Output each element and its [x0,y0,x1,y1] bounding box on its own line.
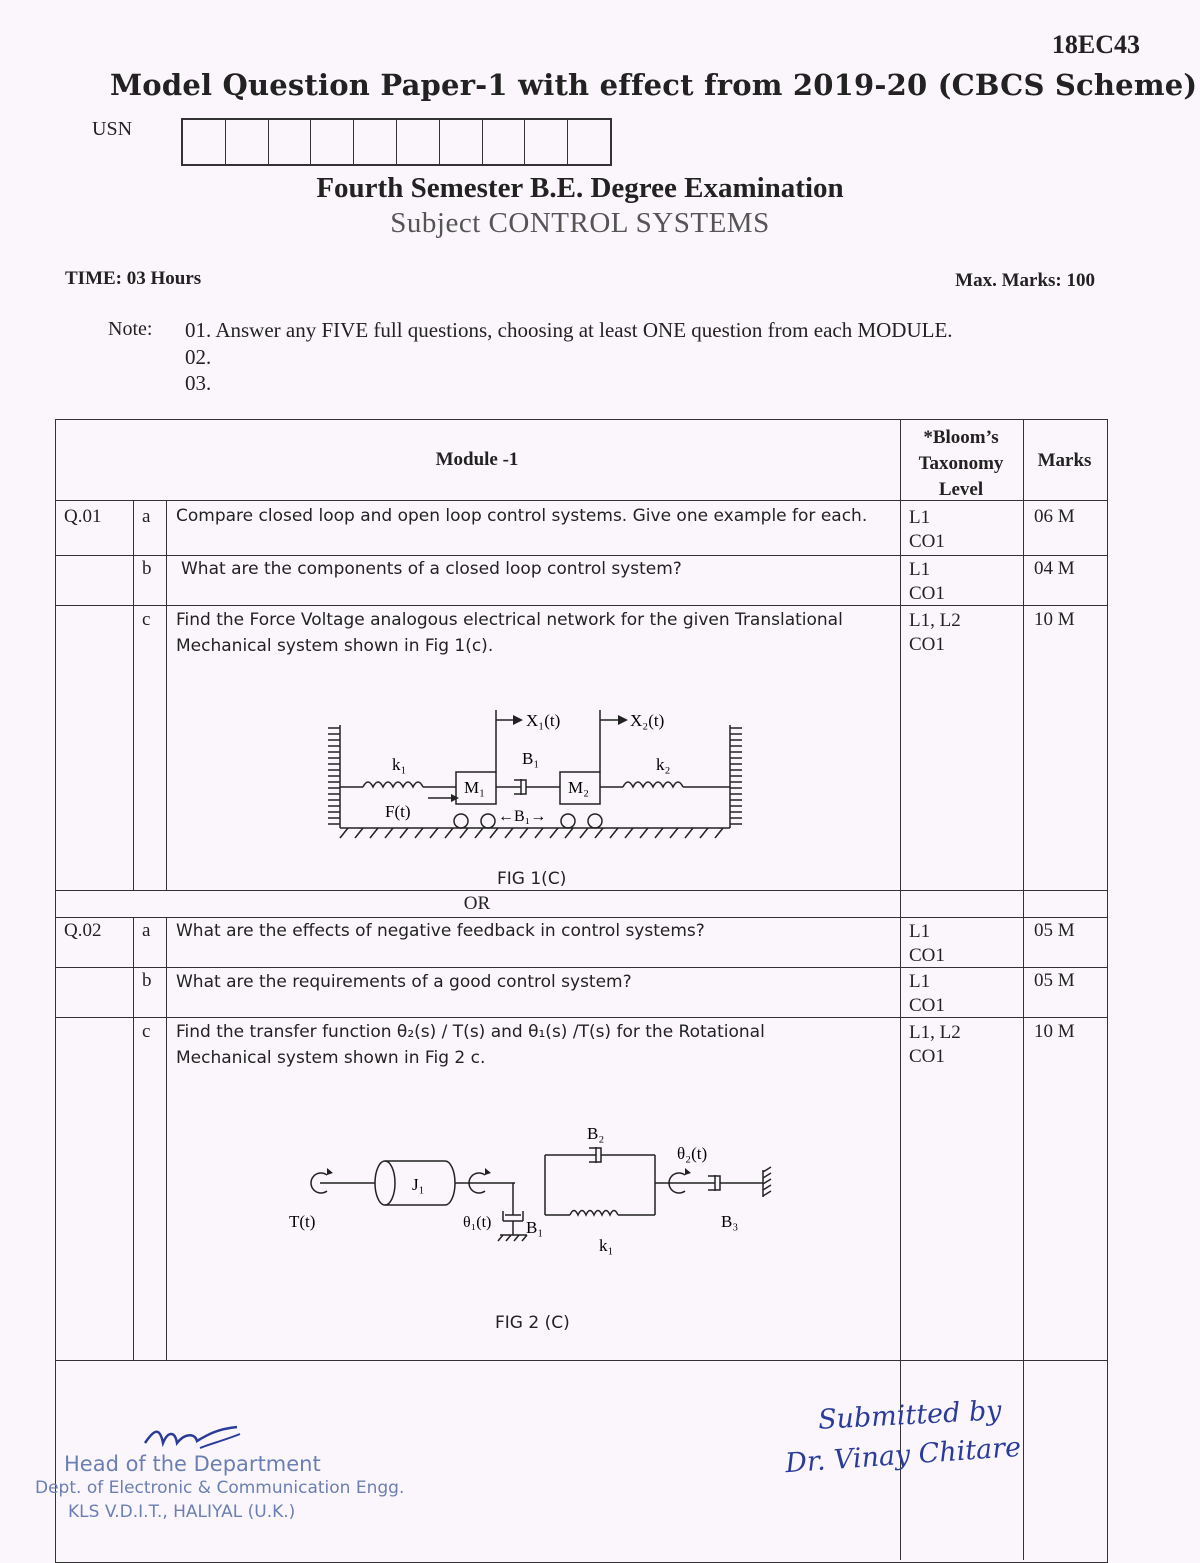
department-stamp [35,1452,405,1522]
q2a-text: What are the effects of negative feedback in control systems? [176,921,705,941]
fig2-theta2-label: θ₂(t) [677,1144,708,1163]
q1c-marks: 10 M [1034,609,1075,630]
q1a-marks: 06 M [1034,506,1075,527]
q2b-marks: 05 M [1034,970,1075,991]
fig2-k1-label: k₁ [599,1236,614,1255]
q2b-text: What are the requirements of a good control system? [176,972,632,992]
fig2-torque-label: T(t) [289,1212,316,1231]
q1c-text: Find the Force Voltage analogous electrical network for the given Translational Mechanical system shown in Fig 1(c). [176,610,843,656]
exam-title: Fourth Semester B.E. Degree Examination [316,172,844,204]
q1b-part: b [142,558,152,579]
q1b-text: What are the components of a closed loop control system? [181,559,682,579]
fig1-k2-label: k₂ [656,755,671,774]
q2a-marks: 05 M [1034,920,1075,941]
q1b-level: L1 CO1 [909,559,945,604]
module-heading: Module -1 [435,449,519,470]
q1a-part: a [142,506,151,527]
fig1-k1-label: k₁ [392,755,407,774]
q2c-marks: 10 M [1034,1021,1075,1042]
fig1-b1-label: B₁ [522,749,540,768]
fig1-x1-label: X₁(t) [526,711,561,730]
bloom-header [900,425,1022,503]
fig2-b1-label: B₁ [526,1218,544,1237]
fig-1c-caption: FIG 1(C) [497,869,567,889]
stamp-line-2: Dept. of Electronic & Communication Engg. [35,1478,405,1498]
q2c-part: c [142,1021,151,1042]
q1c-part: c [142,609,151,630]
fig2-b2-label: B₂ [587,1124,605,1143]
fig-2c-caption: FIG 2 (C) [495,1313,570,1333]
q2b-part: b [142,970,152,991]
q1a-level: L1 CO1 [909,507,945,552]
note-line-2: 02. [185,345,212,369]
q1-number: Q.01 [64,506,102,527]
q1a-text: Compare closed loop and open loop control systems. Give one example for each. [176,506,868,526]
q2a-level: L1 CO1 [909,921,945,966]
marks-header: Marks [1037,450,1092,471]
fig1-b1-arrow-label: ←B₁→ [498,808,547,825]
usn-label: USN [92,118,133,140]
bloom-header-3: Level [938,479,984,500]
q1c-level: L1, L2 CO1 [909,610,961,655]
q2-number: Q.02 [64,920,102,941]
q2c-text: Find the transfer function θ₂(s) / T(s) and θ₁(s) /T(s) for the Rotational Mechanical system shown in Fig 2 c. [176,1022,765,1068]
q1b-marks: 04 M [1034,558,1075,579]
q2a-part: a [142,920,151,941]
paper-title: Model Question Paper-1 with effect from 2019-20 (CBCS Scheme) [110,68,1198,102]
fig-2c-diagram [285,1115,795,1265]
subject-title: Subject CONTROL SYSTEMS [390,207,770,239]
fig1-force-label: F(t) [385,802,411,821]
exam-time: TIME: 03 Hours [65,268,202,289]
subject-code: 18EC43 [1051,30,1140,59]
max-marks: Max. Marks: 100 [955,270,1095,291]
fig1-x2-label: X₂(t) [630,711,665,730]
or-divider: OR [463,893,491,914]
fig2-j1-label: J₁ [412,1175,425,1194]
note-line-1: 01. Answer any FIVE full questions, choosing at least ONE question from each MODULE. [185,318,953,342]
stamp-line-3: KLS V.D.I.T., HALIYAL (U.K.) [68,1502,296,1522]
q2c-level: L1, L2 CO1 [909,1022,961,1067]
fig2-theta1-label: θ₁(t) [463,1214,492,1231]
bloom-header-2: Taxonomy [918,453,1004,474]
fig1-m1-label: M₁ [464,778,486,797]
stamp-line-1: Head of the Department [64,1452,321,1476]
q2b-level: L1 CO1 [909,971,945,1016]
fig-1c-diagram [318,700,748,850]
bloom-header-1: *Bloom’s [923,427,999,448]
usn-boxes[interactable] [181,118,612,166]
submitted-by-name: Dr. Vinay Chitare [784,1431,1023,1480]
submitted-by-line: Submitted by [817,1395,1003,1436]
fig2-b3-label: B₃ [721,1212,739,1231]
fig1-m2-label: M₂ [568,778,590,797]
note-line-3: 03. [185,371,212,395]
note-label: Note: [108,318,153,340]
